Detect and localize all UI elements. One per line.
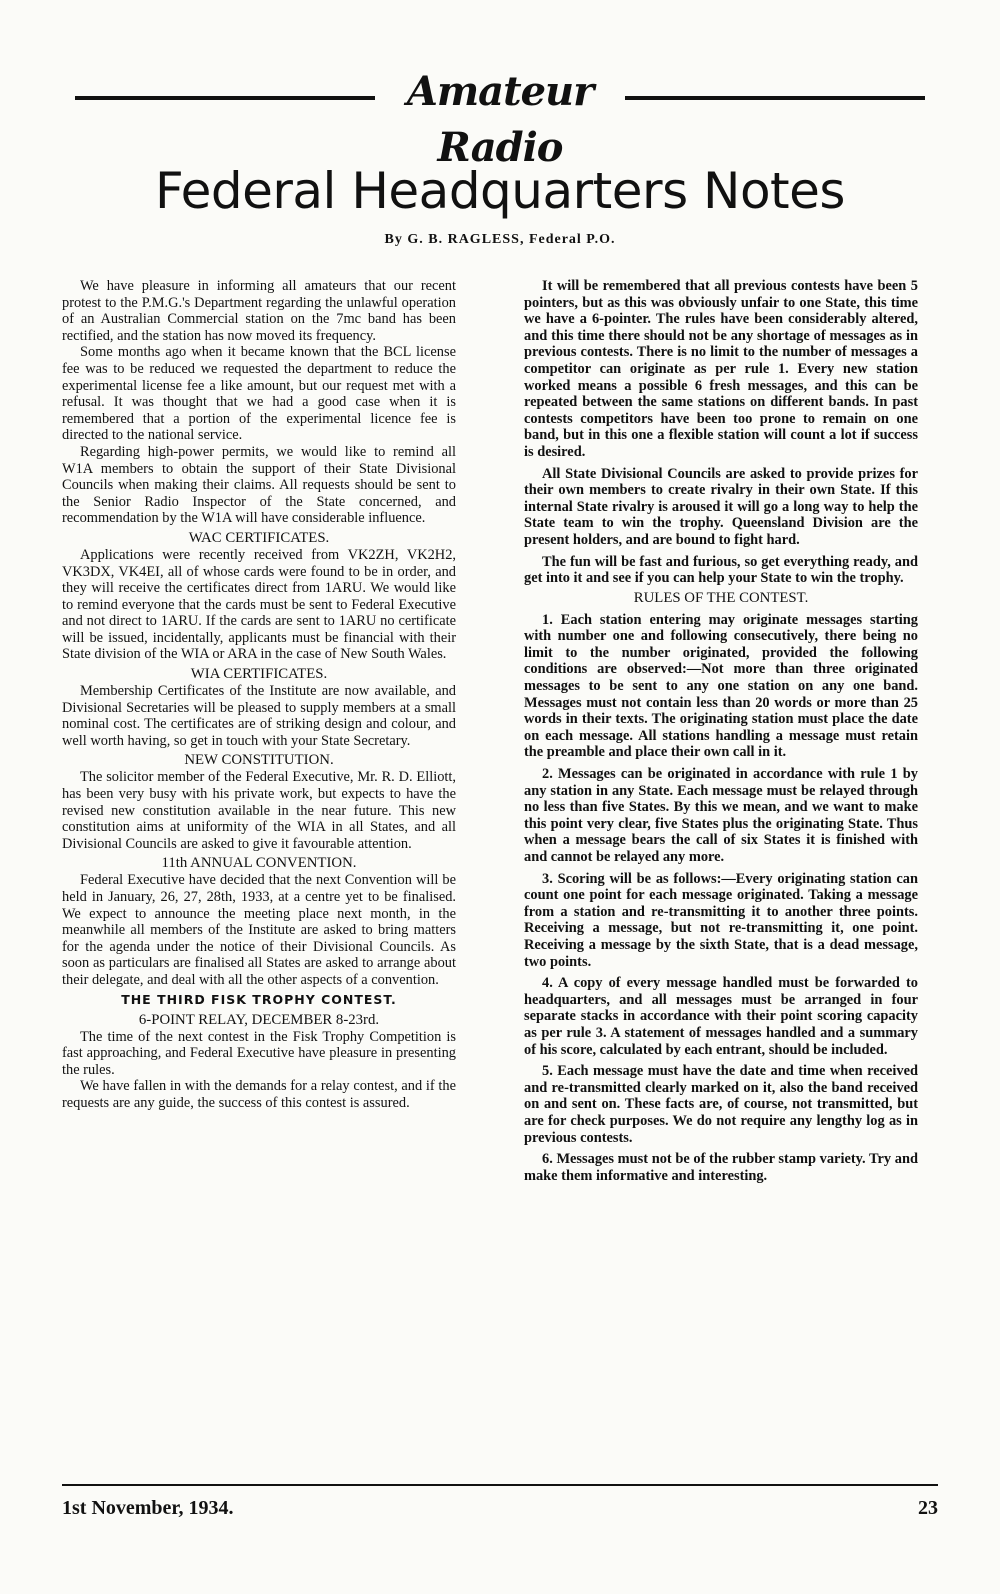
paragraph: The fun will be fast and furious, so get everything ready, and get into it and see if you can help your State to win the trophy. xyxy=(524,553,918,587)
paragraph: The time of the next contest in the Fisk Trophy Competition is fast approaching, and Federal Executive have pleasure in presenting the rules. xyxy=(62,1028,456,1078)
paragraph: 2. Messages can be originated in accordance with rule 1 by any station in any State. Each message must be relayed through no less than five States. By this we mean, and we want to make this point very clear, five States plus the originating State. Thus when a message bears the call of six States it is finished with and cannot be relayed any more. xyxy=(524,766,918,865)
paragraph: 1. Each station entering may originate messages starting with number one and following consecutively, there being no limit to the number originated, provided the following conditions are observed:—Not more than three originated messages to be sent to any one station on any one band. Messages must not contain less than 20 words or more than 25 words in their texts. The originating station must place the date on each message. All stations handling a message must retain the preamble and place their own call in it. xyxy=(524,611,918,761)
section-heading: NEW CONSTITUTION. xyxy=(184,752,334,769)
paragraph: We have fallen in with the demands for a relay contest, and if the requests are any guide, the success of this contest is assured. xyxy=(62,1078,456,1111)
section-heading: 11th ANNUAL CONVENTION. xyxy=(161,855,357,872)
article-title: Federal Headquarters Notes xyxy=(155,162,845,220)
right-column xyxy=(524,278,918,1184)
paragraph: 6. Messages must not be of the rubber stamp variety. Try and make them informative and interesting. xyxy=(524,1151,918,1184)
paragraph: 3. Scoring will be as follows:—Every originating station can count one point for each message originated. Taking a message from a station and re-transmitting it to another three points. Receiving a message, but not re-transmitting it, one point. Receiving a message by the sixth State, that is a dead message, two points. xyxy=(524,870,918,970)
paragraph: We have pleasure in informing all amateurs that our recent protest to the P.M.G.'s Department regarding the unlawful operation of an Australian Commercial station on the 7mc band has been rectified, and the station has now moved its frequency. xyxy=(62,278,456,344)
paragraph: Applications were recently received from VK2ZH, VK2H2, VK3DX, VK4EI, all of whose cards were found to be in order, and they will receive the certificates direct from 1ARU. We would like to remind everyone that the cards must be sent to Federal Executive and not direct to 1ARU. If the cards are sent to 1ARU no certificate will be issued, incidentally, applicants must be financial with their State division of the WIA or ARA in the case of New South Wales. xyxy=(62,546,456,663)
section-heading: WAC CERTIFICATES. xyxy=(188,529,330,546)
paragraph: 4. A copy of every message handled must be forwarded to headquarters, and all messages must be arranged in four separate stacks in accordance with their point scoring capacity as per rule 3. A statement of messages handled and a summary of his score, calculated by each entrant, should be included. xyxy=(524,975,918,1058)
article-byline: By G. B. RAGLESS, Federal P.O. xyxy=(384,232,616,247)
section-heading: RULES OF THE CONTEST. xyxy=(633,589,809,606)
masthead-rule-left xyxy=(75,96,375,100)
section-heading: THE THIRD FISK TROPHY CONTEST. xyxy=(121,991,397,1007)
left-column xyxy=(62,278,456,1112)
page-number: 23 xyxy=(918,1497,938,1519)
section-heading: 6-POINT RELAY, DECEMBER 8-23rd. xyxy=(138,1011,380,1028)
paragraph: It will be remembered that all previous contests have been 5 pointers, but as this was obviously unfair to one State, this time we have a 6-pointer. The rules have been considerably altered, and this time there should not be any shortage of messages as in previous contests. There is no limit to the number of messages a competitor can originate as per rule 1. Every new station worked means a possible 6 fresh messages, and this can be repeated between the same stations on different bands. In past contests competitors have been too prone to remain on one band, but in this one a flexible station will count a lot if success is desired. xyxy=(524,278,918,460)
masthead-rule-right xyxy=(625,96,925,100)
paragraph: Federal Executive have decided that the next Convention will be held in January, 26, 27, 28th, 1933, at a centre yet to be finalised. We expect to announce the meeting place next month, in the meanwhile all members of the Institute are asked to bring matters for the agenda under the notice of their Divisional Councils. As soon as particulars are finalised all States are asked to arrange about their delegate, and deal with all the other aspects of a convention. xyxy=(62,872,456,988)
section-heading: WIA CERTIFICATES. xyxy=(190,666,328,683)
footer-rule xyxy=(62,1484,938,1486)
masthead xyxy=(75,64,925,171)
paragraph: 5. Each message must have the date and time when received and re-transmitted clearly marked on it, also the band received on and sent on. These facts are, of course, not transmitted, but are for check purposes. We do not require any lengthy log as in previous contests. xyxy=(524,1063,918,1146)
paragraph: Membership Certificates of the Institute are now available, and Divisional Secretaries will be pleased to supply members at a small nominal cost. The certificates are of striking design and colour, and well worth having, so get in touch with your State Secretary. xyxy=(62,683,456,749)
paragraph: All State Divisional Councils are asked to provide prizes for their own members to create rivalry in their own State. If this internal State rivalry is aroused it will go a long way to help the State team to win the trophy. Queensland Division are the present holders, and are bound to fight hard. xyxy=(524,465,918,548)
masthead-title: Amateur Radio xyxy=(406,68,594,171)
paragraph: Some months ago when it became known that the BCL license fee was to be reduced we requested the department to reduce the experimental license fee a like amount, but our request met with a refusal. It was thought that we had a good case when it is remembered that a portion of the experimental licence fee is directed to the national service. xyxy=(62,344,456,444)
paragraph: The solicitor member of the Federal Executive, Mr. R. D. Elliott, has been very busy with his private work, but expects to have the revised new constitution available in the near future. This new constitution aims at uniformity of the WIA in all States, and all Divisional Councils are asked to give it favourable attention. xyxy=(62,769,456,852)
footer-date: 1st November, 1934. xyxy=(62,1497,234,1519)
paragraph: Regarding high-power permits, we would like to remind all W1A members to obtain the support of their State Divisional Councils when making their claims. All requests should be sent to the Senior Radio Inspector of the State concerned, and recommendation by the W1A will have considerable influence. xyxy=(62,443,456,527)
